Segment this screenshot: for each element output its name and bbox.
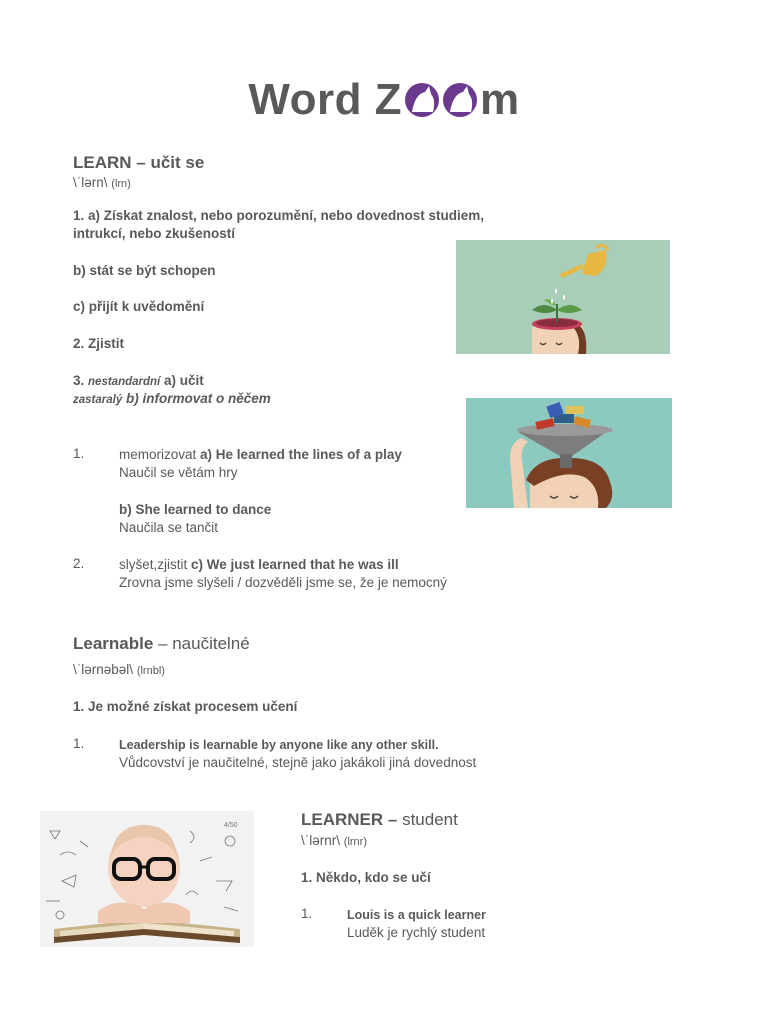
learn-ex-1b [119, 501, 271, 537]
learn-ex-1a-en: a) He learned the lines of a play [200, 447, 402, 462]
logo-text-after: m [480, 75, 520, 124]
logo-text-before: Word Z [248, 75, 403, 124]
learner-heading-rest: student [397, 810, 458, 829]
learner-pronunciation [301, 833, 367, 848]
learn-ex-2c-en: c) We just learned that he was ill [191, 557, 399, 572]
learn-pron-ipa: \ˈlərn\ [73, 175, 108, 190]
learn-def-1b: b) stát se být schopen [73, 263, 216, 278]
learn-ex-1-num: 1. [73, 446, 85, 461]
learn-def-3a [73, 372, 204, 391]
learnable-ex-cs: Vůdcovství je naučitelné, stejně jako jakákoli jiná dovednost [119, 755, 477, 770]
learnable-pron-ipa: \ˈlərnəbəl\ [73, 662, 134, 677]
learner-pron-simple: (lrnr) [343, 836, 367, 848]
learner-ex [347, 906, 486, 942]
learnable-heading [73, 634, 250, 654]
learn-ex-2c-cs: Zrovna jsme slyšeli / dozvěděli jsme se, že je nemocný [119, 575, 447, 590]
learn-ex-1a [119, 446, 402, 482]
learn-def-3b-label: zastaralý [73, 394, 123, 406]
learnable-heading-word: Learnable [73, 634, 154, 653]
learn-def-3-label: nestandardní [88, 376, 161, 388]
learn-ex-1-lead: memorizovat [119, 447, 197, 462]
learn-def-3b [73, 390, 271, 409]
word-zoom-logo [0, 72, 768, 128]
learn-def-1a [73, 207, 484, 243]
learn-def-1c: c) přijít k uvědomění [73, 299, 205, 314]
baby-reading-photo [40, 811, 254, 947]
learner-ex-en: Louis is a quick learner [347, 908, 486, 922]
learner-def-1: 1. Někdo, kdo se učí [301, 870, 431, 885]
learn-heading-trans: učit se [150, 153, 205, 172]
learn-pronunciation [73, 175, 131, 190]
svg-text:4/50: 4/50 [224, 822, 238, 829]
learner-ex-cs: Luděk je rychlý student [347, 925, 486, 940]
learner-pron-ipa: \ˈlərnr\ [301, 833, 341, 848]
learnable-def-1: 1. Je možné získat procesem učení [73, 699, 298, 714]
learnable-ex [119, 736, 476, 772]
learn-ex-1b-en: b) She learned to dance [119, 502, 272, 517]
learn-heading-sep: – [131, 153, 151, 172]
learnable-pronunciation [73, 662, 165, 677]
learn-def-1a-line2: intrukcí, nebo zkušeností [73, 226, 236, 241]
learn-ex-2c [119, 556, 447, 592]
learner-heading [301, 810, 458, 830]
watering-head-illustration [456, 240, 670, 354]
learn-def-3-num: 3. [73, 373, 85, 388]
logo-oo-icon [403, 80, 479, 120]
learn-def-1a-line1: 1. a) Získat znalost, nebo porozumění, nebo dovednost studiem, [73, 208, 485, 223]
learn-ex-1a-cs: Naučil se větám hry [119, 465, 238, 480]
learnable-ex-en: Leadership is learnable by anyone like any other skill. [119, 738, 439, 752]
funnel-books-illustration [466, 398, 672, 508]
learn-ex-2-lead: slyšet,zjistit [119, 557, 188, 572]
learn-def-3b-text: b) informovat o něčem [126, 391, 271, 406]
learner-ex-num: 1. [301, 906, 313, 921]
learner-heading-word: LEARNER – [301, 810, 398, 829]
learn-pron-simple: (lrn) [111, 178, 131, 190]
learn-heading [73, 153, 204, 173]
learn-ex-1b-cs: Naučila se tančit [119, 520, 219, 535]
learnable-pron-simple: (lrnbl) [136, 665, 165, 677]
learnable-heading-rest: – naučitelné [153, 634, 250, 653]
learn-def-2: 2. Zjistit [73, 336, 125, 351]
learn-heading-word: LEARN [73, 153, 132, 172]
learn-ex-2-num: 2. [73, 556, 85, 571]
learn-def-3a-text: a) učit [164, 373, 204, 388]
learnable-ex-num: 1. [73, 736, 85, 751]
